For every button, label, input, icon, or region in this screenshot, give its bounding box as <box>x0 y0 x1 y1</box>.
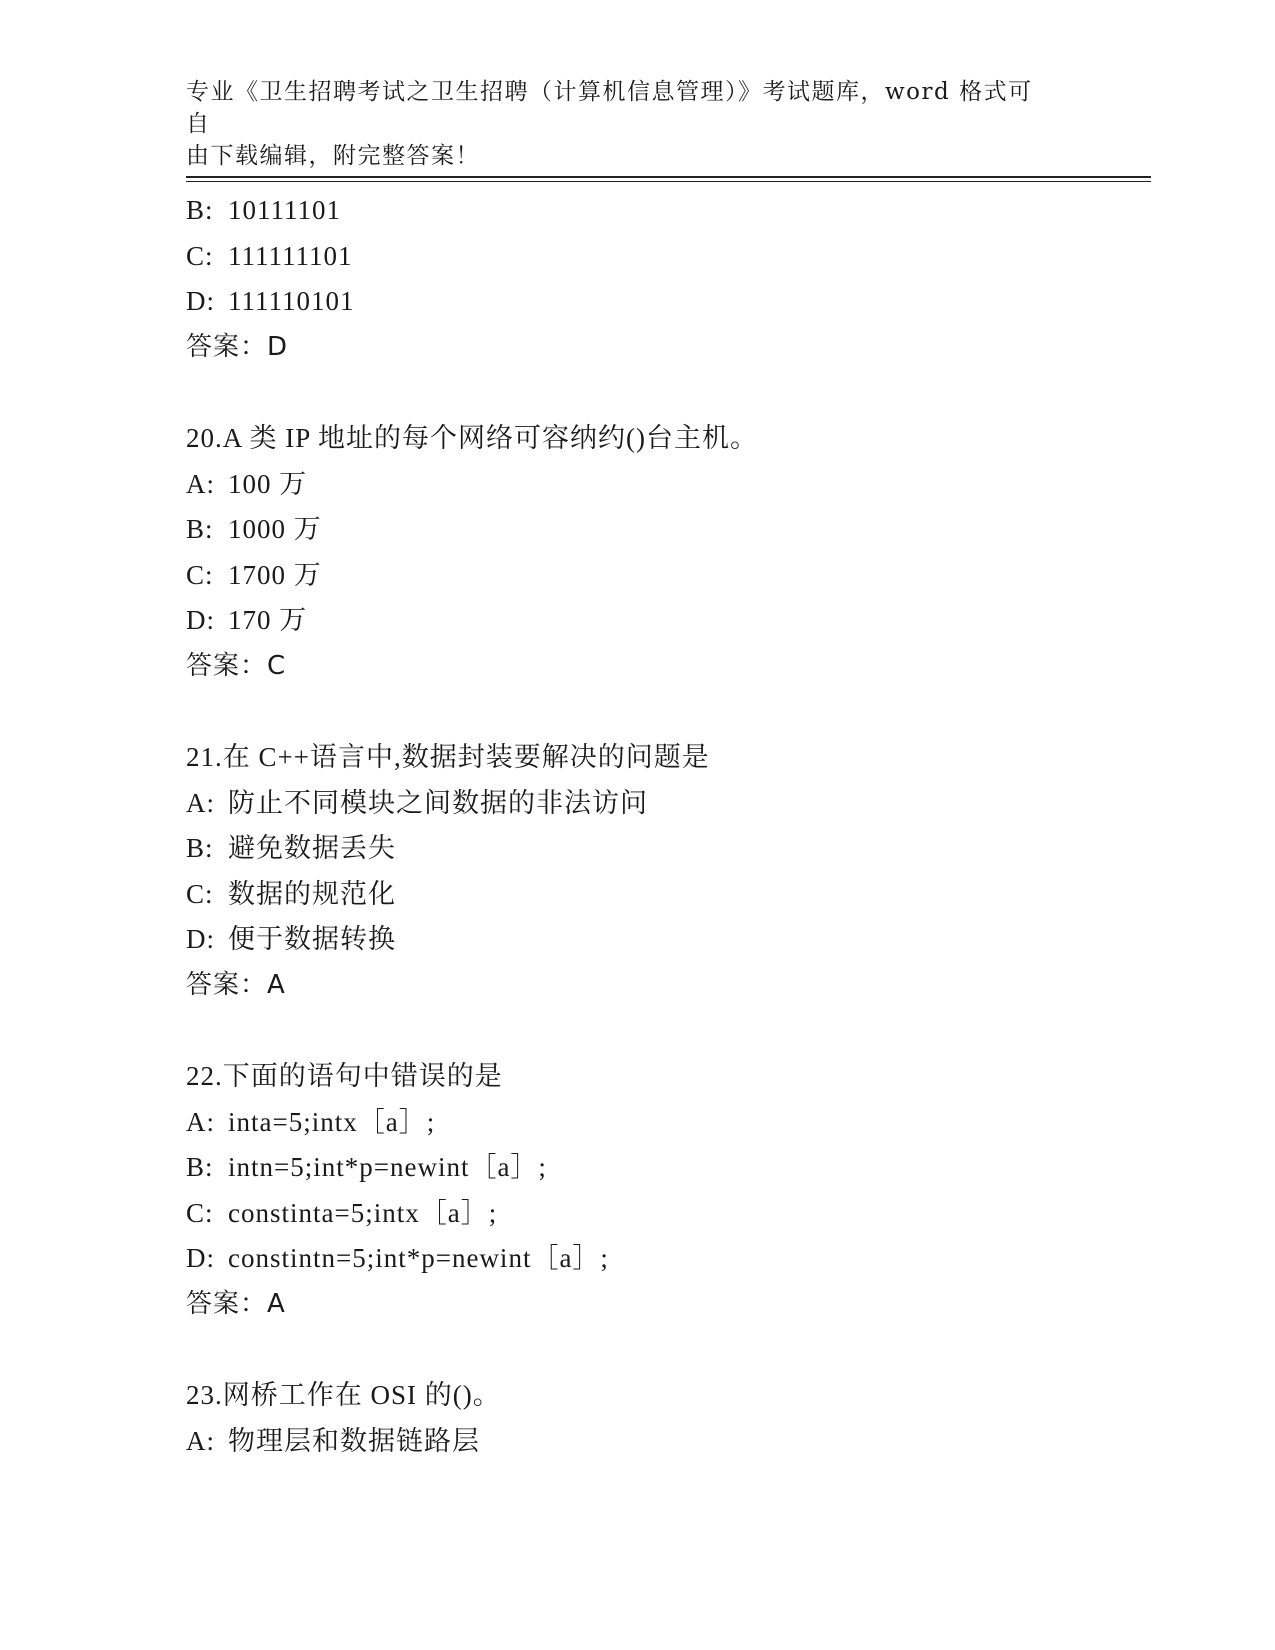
option-a: A: 防止不同模块之间数据的非法访问 <box>186 787 648 818</box>
option-b: B: 避免数据丢失 <box>186 833 396 863</box>
option-c: C: constinta=5;intx［a］; <box>186 1197 498 1228</box>
question-21 <box>186 735 1146 1008</box>
header-divider-thin <box>186 181 1151 182</box>
option-c: C: 1700 万 <box>186 559 322 590</box>
question-22 <box>186 1054 1146 1327</box>
option-b: B: 1000 万 <box>186 514 322 544</box>
option-b: B: intn=5;int*p=newint［a］; <box>186 1152 547 1182</box>
document-header <box>186 76 1056 172</box>
option-b: B: 10111101 <box>186 195 341 225</box>
question-20 <box>186 416 1146 689</box>
question-list <box>186 188 1146 1464</box>
answer: 答案：C <box>186 650 287 681</box>
header-line-1: 专业《卫生招聘考试之卫生招聘（计算机信息管理）》考试题库，word 格式可自 <box>186 79 1033 137</box>
question-23 <box>186 1373 1146 1464</box>
option-a: A: 100 万 <box>186 468 308 499</box>
option-d: D: 111110101 <box>186 286 355 316</box>
header-divider-thick <box>186 176 1151 178</box>
question-19-continued <box>186 188 1146 370</box>
question-stem: 22.下面的语句中错误的是 <box>186 1061 503 1091</box>
answer: 答案：D <box>186 331 289 362</box>
option-c: C: 111111101 <box>186 240 353 271</box>
option-a: A: 物理层和数据链路层 <box>186 1425 480 1456</box>
option-d: D: 便于数据转换 <box>186 924 396 954</box>
question-stem: 21.在 C++语言中,数据封装要解决的问题是 <box>186 742 710 772</box>
option-d: D: 170 万 <box>186 605 308 635</box>
header-line-2: 由下载编辑，附完整答案！ <box>186 143 480 169</box>
question-stem: 23.网桥工作在 OSI 的()。 <box>186 1380 501 1410</box>
option-c: C: 数据的规范化 <box>186 878 396 909</box>
option-a: A: inta=5;intx［a］; <box>186 1106 436 1137</box>
question-stem: 20.A 类 IP 地址的每个网络可容纳约()台主机。 <box>186 423 758 453</box>
answer: 答案：A <box>186 969 286 1000</box>
answer: 答案：A <box>186 1288 286 1319</box>
option-d: D: constintn=5;int*p=newint［a］; <box>186 1243 609 1273</box>
